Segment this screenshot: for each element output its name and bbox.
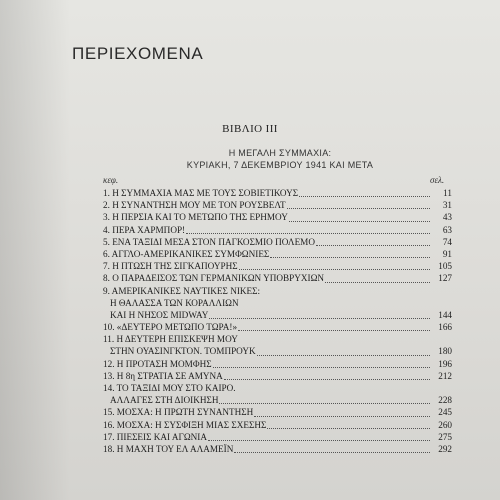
toc-entry-page: 127 (438, 273, 452, 284)
page-column-label: σελ. (430, 175, 445, 185)
toc-entry-title: 13. Η 8η ΣΤΡΑΤΙΑ ΣΕ ΑΜΥΝΑ (103, 370, 223, 381)
binding-shadow (0, 0, 70, 500)
toc-entry-page: 11 (443, 188, 452, 198)
page-title: ΠΕΡΙΕΧΟΜΕΝΑ (72, 44, 204, 63)
toc-entry-page: 180 (438, 346, 452, 357)
dot-leader (238, 329, 430, 331)
toc-entry-title: 10. «ΔΕΥΤΕΡΟ ΜΕΤΩΠΟ ΤΩΡΑ!» (103, 322, 238, 333)
dot-leader (267, 427, 430, 429)
toc-entry (103, 443, 458, 455)
toc-entry (103, 211, 458, 223)
dot-leader (270, 256, 430, 258)
table-of-contents (103, 187, 458, 455)
toc-entry-title: 3. Η ΠΕΡΣΙΑ ΚΑΙ ΤΟ ΜΕΤΩΠΟ ΤΗΣ ΕΡΗΜΟΥ (103, 212, 288, 223)
toc-entry-page: 43 (442, 212, 452, 223)
toc-entry-title: 17. ΠΙΕΣΕΙΣ ΚΑΙ ΑΓΩΝΙΑ (103, 431, 207, 442)
toc-entry-title: 6. ΑΓΓΛΟ-ΑΜΕΡΙΚΑΝΙΚΕΣ ΣΥΜΦΩΝΙΕΣ (103, 248, 270, 259)
toc-entry-title: ΣΤΗΝ ΟΥΑΣΙΝΓΚΤΟΝ. ΤΟΜΠΡΟΥΚ (110, 346, 256, 357)
chapter-column-label: κεφ. (103, 175, 119, 185)
toc-entry (103, 406, 458, 418)
dot-leader (224, 378, 430, 380)
toc-entry-page: 212 (438, 370, 452, 381)
toc-entry-title: ΑΛΛΑΓΕΣ ΣΤΗ ΔΙΟΙΚΗΣΗ (110, 395, 219, 406)
dot-leader (208, 439, 430, 441)
dot-leader (213, 366, 430, 368)
toc-entry-title: 12. Η ΠΡΟΤΑΣΗ ΜΟΜΦΗΣ (103, 358, 212, 369)
dot-leader (289, 220, 430, 222)
toc-entry-page: 63 (442, 224, 452, 235)
toc-entry (103, 333, 458, 345)
toc-entry (103, 199, 458, 211)
toc-entry-title: 11. Η ΔΕΥΤΕΡΗ ΕΠΙΣΚΕΨΗ ΜΟΥ (103, 334, 238, 345)
dot-leader (186, 232, 430, 234)
dot-leader (234, 451, 430, 453)
dot-leader (287, 207, 430, 209)
toc-entry (103, 224, 458, 236)
dot-leader (254, 415, 430, 417)
toc-entry-page: 144 (438, 309, 452, 320)
toc-entry-page: 31 (442, 200, 452, 211)
toc-entry-title: Η ΘΑΛΑΣΣΑ ΤΩΝ ΚΟΡΑΛΛΙΩΝ (110, 297, 239, 308)
toc-entry (103, 272, 458, 284)
toc-entry (103, 370, 458, 382)
toc-entry (103, 394, 458, 406)
toc-entry-page: 166 (438, 322, 452, 333)
toc-entry (103, 297, 458, 309)
dot-leader (239, 268, 430, 270)
toc-entry-page: 275 (438, 431, 452, 442)
toc-entry-page: 91 (442, 248, 452, 259)
toc-entry-title: 9. ΑΜΕΡΙΚΑΝΙΚΕΣ ΝΑΥΤΙΚΕΣ ΝΙΚΕΣ: (103, 285, 261, 296)
toc-entry (103, 260, 458, 272)
toc-entry-title: 1. Η ΣΥΜΜΑΧΙΑ ΜΑΣ ΜΕ ΤΟΥΣ ΣΟΒΙΕΤΙΚΟΥΣ (103, 188, 299, 198)
dot-leader (325, 281, 430, 283)
section-heading-line-1: Η ΜΕΓΑΛΗ ΣΥΜΜΑΧΙΑ: (228, 148, 332, 158)
dot-leader (299, 195, 430, 197)
book-label: ΒΙΒΛΙΟ ΙΙΙ (222, 123, 278, 135)
toc-entry-page: 228 (438, 395, 452, 406)
toc-entry-title: 5. ΕΝΑ ΤΑΞΙΔΙ ΜΕΣΑ ΣΤΟΝ ΠΑΓΚΟΣΜΙΟ ΠΟΛΕΜΟ (103, 236, 315, 247)
toc-entry (103, 345, 458, 357)
toc-entry-page: 105 (438, 261, 452, 272)
toc-entry (103, 419, 458, 431)
dot-leader (209, 317, 430, 319)
toc-entry (103, 382, 458, 394)
toc-entry-title: 4. ΠΕΡΑ ΧΑΡΜΠΟΡ! (103, 224, 186, 235)
toc-entry (103, 236, 458, 248)
toc-entry (103, 358, 458, 370)
toc-entry-page: 260 (438, 419, 452, 430)
toc-entry-title: 15. ΜΟΣΧΑ: Η ΠΡΩΤΗ ΣΥΝΑΝΤΗΣΗ (103, 407, 254, 418)
toc-entry-title: 7. Η ΠΤΩΣΗ ΤΗΣ ΣΙΓΚΑΠΟΥΡΗΣ (103, 261, 238, 272)
toc-entry-page: 196 (438, 358, 452, 369)
toc-entry-title: 16. ΜΟΣΧΑ: Η ΣΥΣΦΙΞΗ ΜΙΑΣ ΣΧΕΣΗΣ (103, 419, 267, 430)
dot-leader (316, 244, 430, 246)
section-heading-line-2: ΚΥΡΙΑΚΗ, 7 ΔΕΚΕΜΒΡΙΟΥ 1941 ΚΑΙ ΜΕΤΑ (186, 160, 374, 170)
toc-entry (103, 309, 458, 321)
dot-leader (257, 354, 430, 356)
toc-entry (103, 187, 458, 199)
toc-entry-title: 8. Ο ΠΑΡΑΔΕΙΣΟΣ ΤΩΝ ΓΕΡΜΑΝΙΚΩΝ ΥΠΟΒΡΥΧΙΩΝ (103, 273, 325, 284)
toc-entry-page: 292 (438, 443, 452, 454)
toc-entry-title: 18. Η ΜΑΧΗ ΤΟΥ ΕΛ ΑΛΑΜΕΪΝ (103, 443, 234, 454)
toc-entry-title: 2. Η ΣΥΝΑΝΤΗΣΗ ΜΟΥ ΜΕ ΤΟΝ ΡΟΥΣΒΕΛΤ (103, 200, 286, 211)
toc-entry-page: 245 (438, 407, 452, 418)
dot-leader (219, 402, 430, 404)
toc-entry-page: 74 (442, 236, 452, 247)
toc-entry (103, 431, 458, 443)
toc-entry (103, 285, 458, 297)
toc-entry-title: ΚΑΙ Η ΝΗΣΟΣ MIDWAY (110, 309, 209, 320)
toc-entry-title: 14. ΤΟ ΤΑΞΙΔΙ ΜΟΥ ΣΤΟ ΚΑΙΡΟ. (103, 383, 236, 393)
toc-entry (103, 321, 458, 333)
toc-entry (103, 248, 458, 260)
